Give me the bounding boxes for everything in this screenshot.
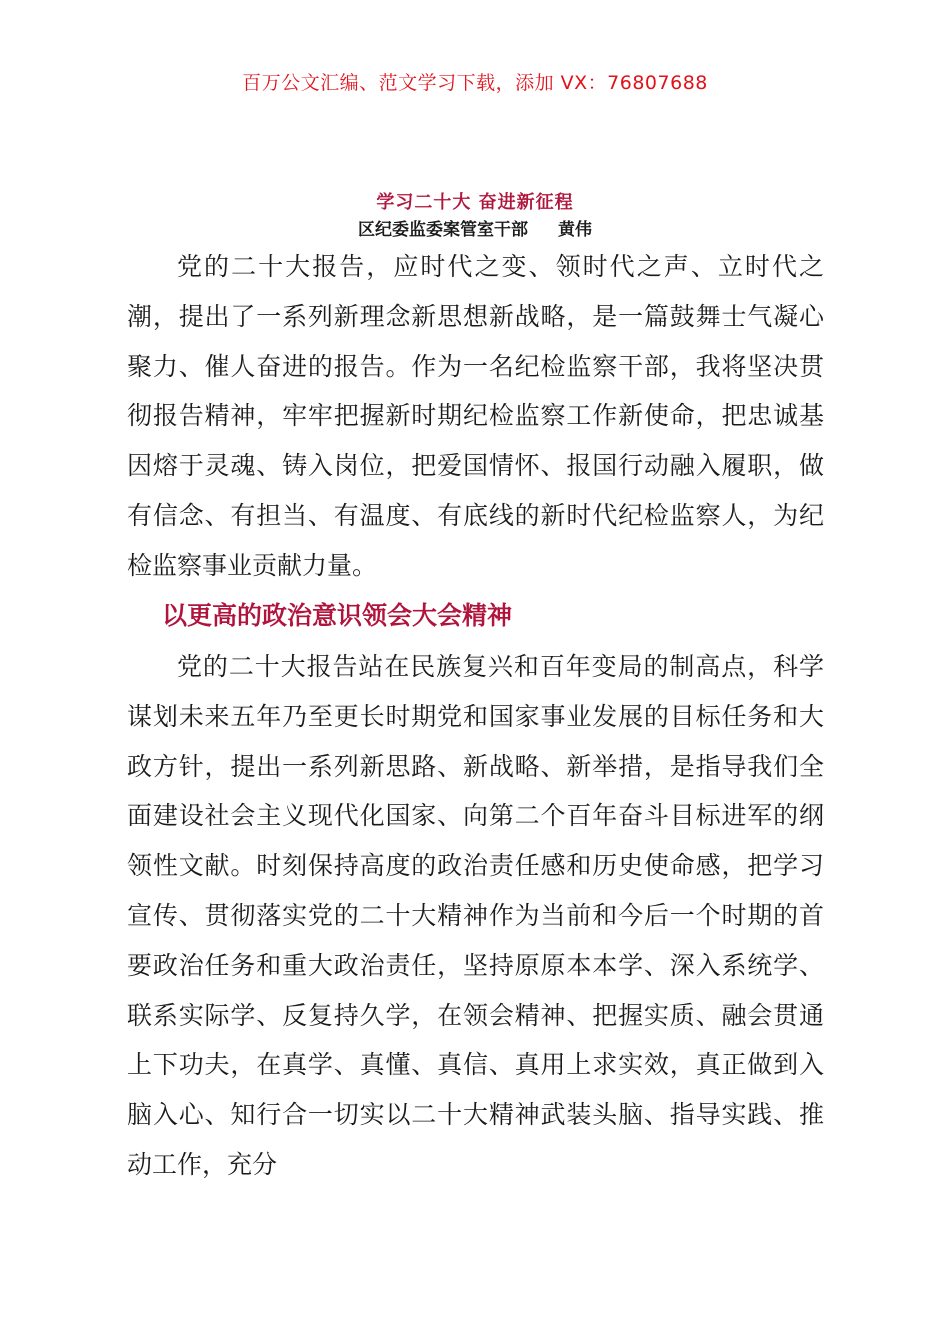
byline-organization: 区纪委监委案管室干部 [358, 220, 528, 240]
byline-author: 黄伟 [558, 220, 592, 240]
promo-banner: 百万公文汇编、范文学习下载，添加 VX：76807688 [242, 72, 708, 94]
paragraph-intro: 党的二十大报告，应时代之变、领时代之声、立时代之潮，提出了一系列新理念新思想新战略，是一篇鼓舞士气凝心聚力、催人奋进的报告。作为一名纪检监察干部，我将坚决贯彻报告精神，牢牢把握新时期纪检监察工作新使命，把忠诚基因熔于灵魂、铸入岗位，把爱国情怀、报国行动融入履职，做有信念、有担当、有温度、有底线的新时代纪检监察人，为纪检监察事业贡献力量。 [127, 252, 824, 580]
article-byline [0, 215, 950, 240]
section-heading: 以更高的政治意识领会大会精神 [162, 601, 513, 630]
paragraph-section-1: 党的二十大报告站在民族复兴和百年变局的制高点，科学谋划未来五年乃至更长时期党和国家事业发展的目标任务和大政方针，提出一系列新思路、新战略、新举措，是指导我们全面建设社会主义现代化国家、向第二个百年奋斗目标进军的纲领性文献。时刻保持高度的政治责任感和历史使命感，把学习宣传、贯彻落实党的二十大精神作为当前和今后一个时期的首要政治任务和重大政治责任，坚持原原本本学、深入系统学、联系实际学、反复持久学，在领会精神、把握实质、融会贯通上下功夫，在真学、真懂、真信、真用上求实效，真正做到入脑入心、知行合一切实以二十大精神武装头脑、指导实践、推动工作，充分 [127, 652, 824, 1179]
article-title: 学习二十大 奋进新征程 [376, 192, 574, 213]
